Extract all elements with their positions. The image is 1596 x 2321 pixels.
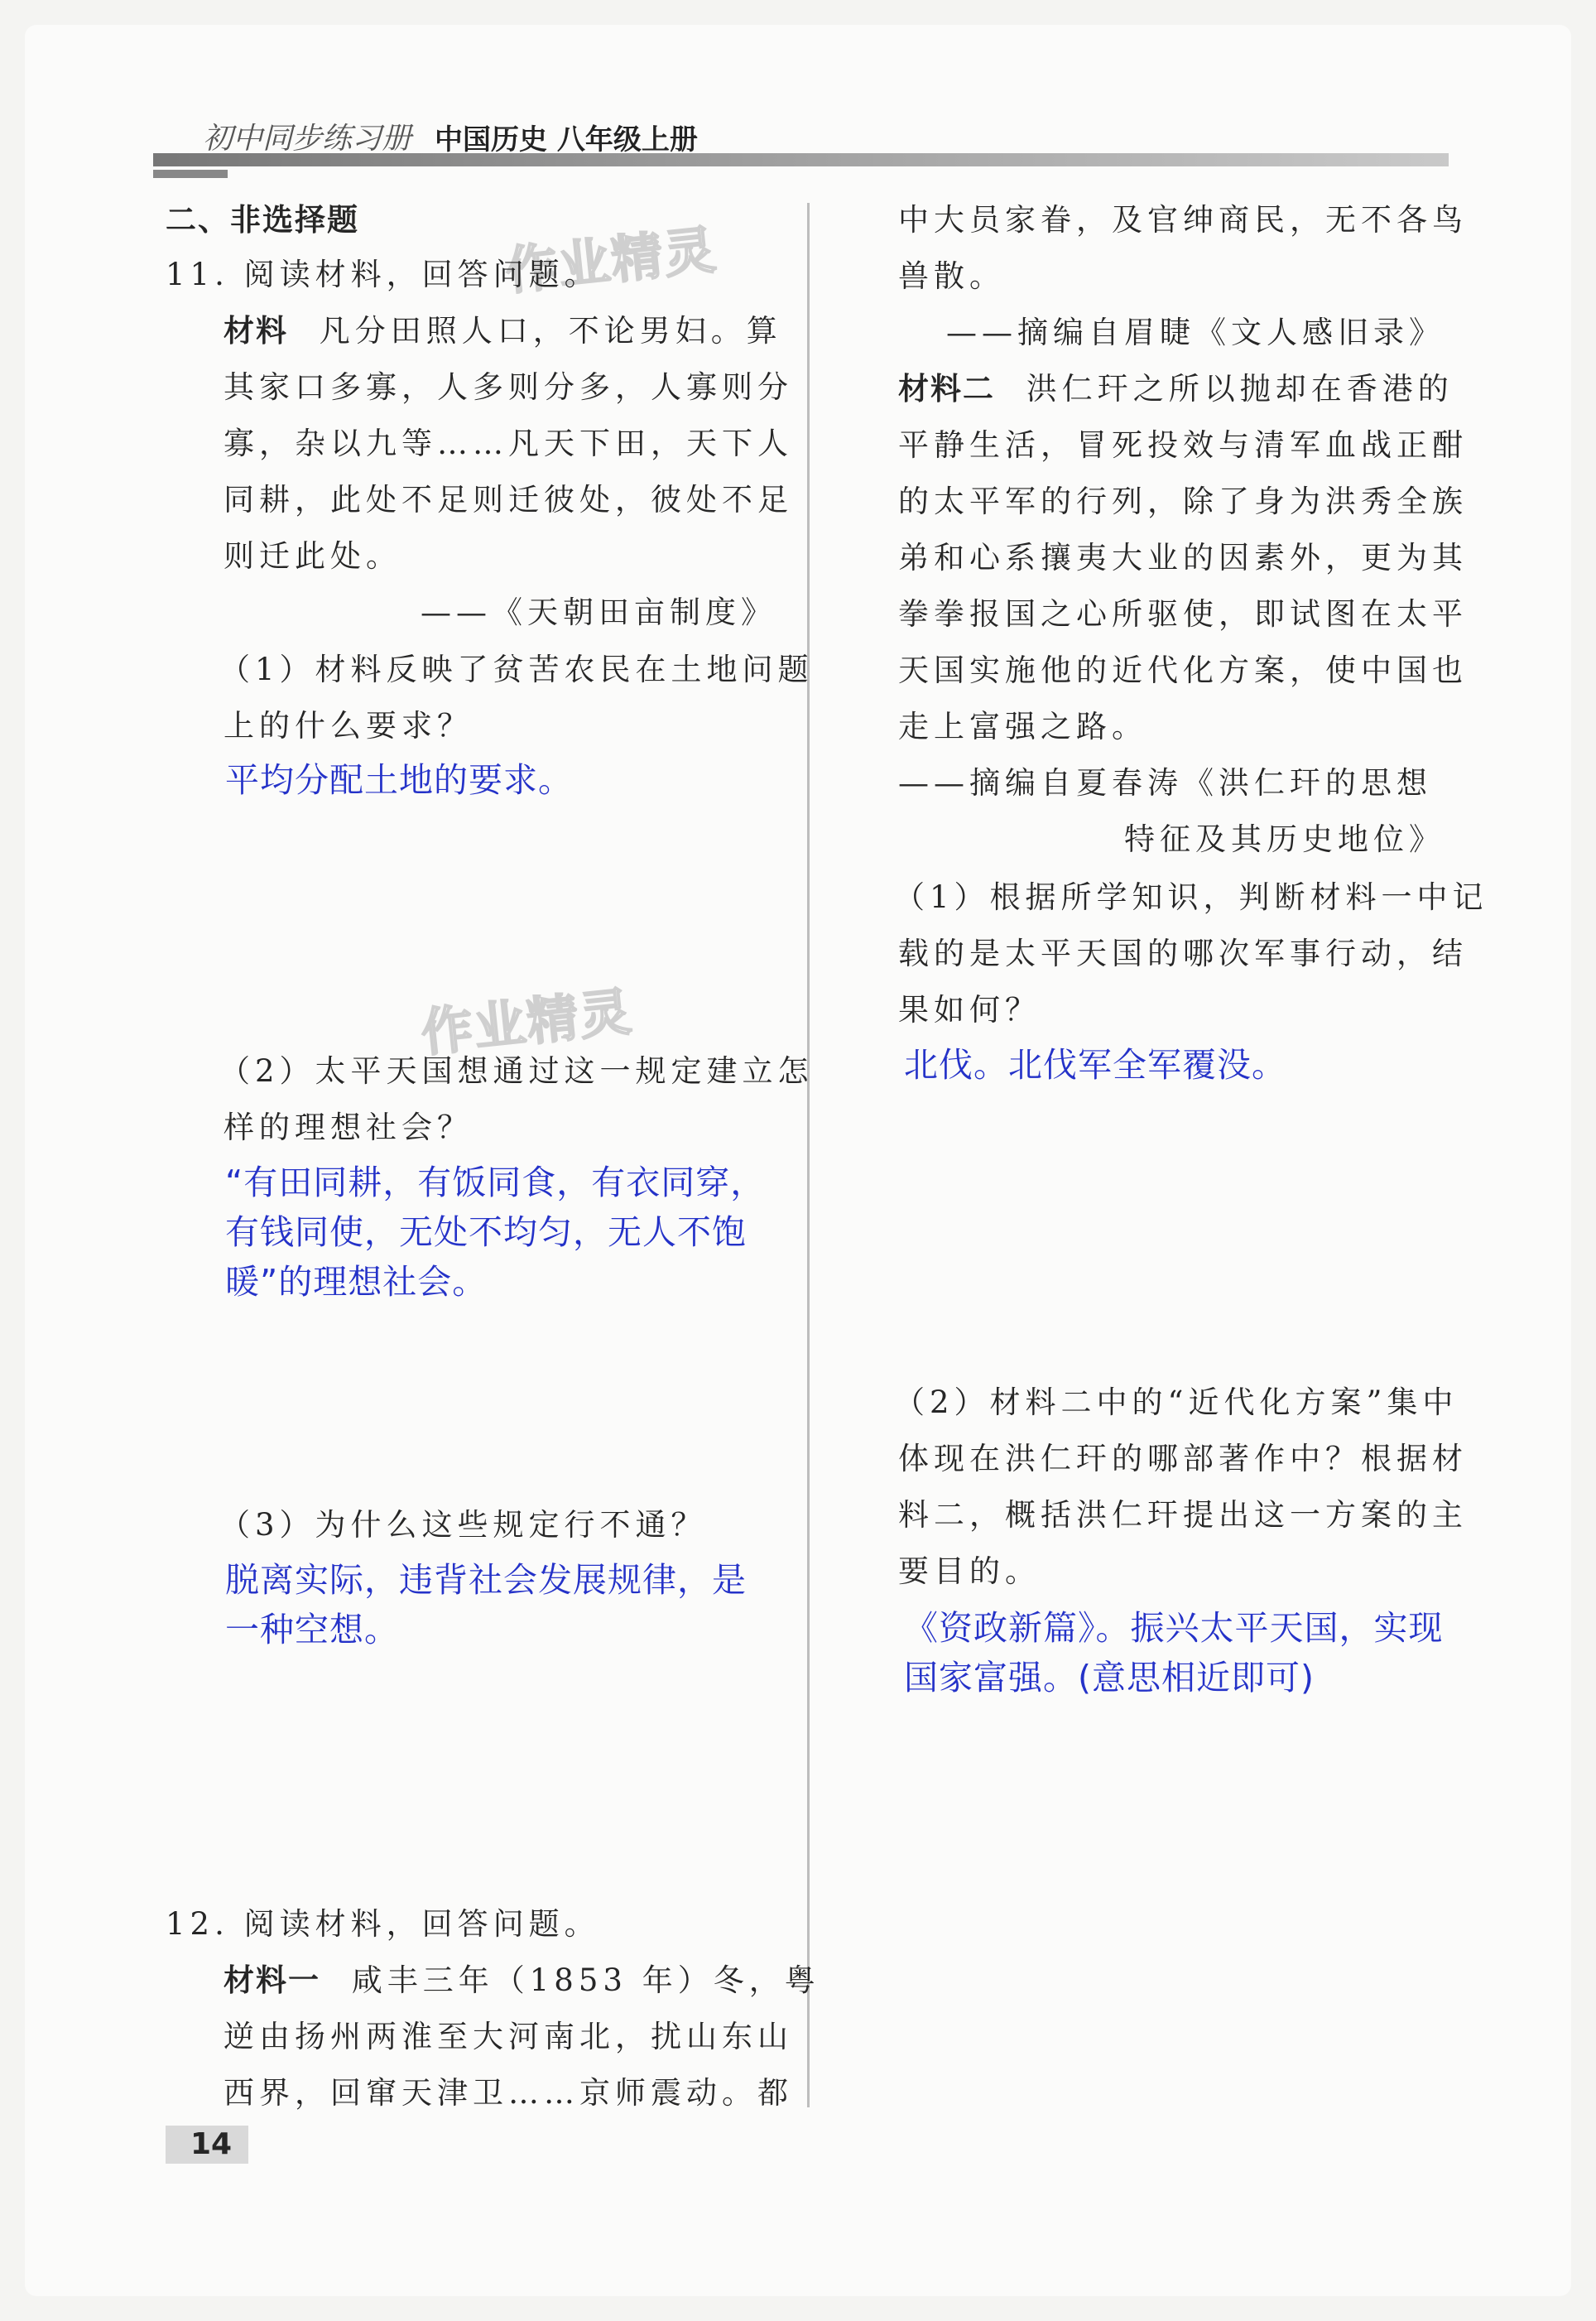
watermark: 作业精灵 — [502, 219, 720, 302]
material-source: ——摘编自眉睫《文人感旧录》 — [946, 315, 1445, 350]
material-line: 兽散。 — [898, 258, 1005, 294]
sub-question: 体现在洪仁玕的哪部著作中？根据材 — [898, 1441, 1468, 1476]
sub-question: 要目的。 — [898, 1553, 1041, 1589]
watermark: 作业精灵 — [418, 980, 636, 1064]
sub-question: 载的是太平天国的哪次军事行动，结 — [898, 936, 1468, 971]
material-line: 则迁此处。 — [224, 538, 401, 574]
page-number: 14 — [166, 2126, 248, 2164]
material-line: 天国实施他的近代化方案，使中国也 — [898, 652, 1468, 688]
answer: 《资政新篇》。振兴太平天国，实现 — [904, 1608, 1444, 1648]
material-line: 平静生活，冒死投效与清军血战正酣 — [898, 427, 1468, 463]
sub-question: （2）材料二中的“近代化方案”集中 — [894, 1384, 1459, 1420]
sub-question: 上的什么要求？ — [224, 708, 473, 744]
answer: 一种空想。 — [225, 1610, 399, 1649]
answer: 脱离实际，违背社会发展规律，是 — [225, 1560, 747, 1600]
material-line: 逆由扬州两淮至大河南北，扰山东山 — [224, 2019, 793, 2054]
sub-question: （1）根据所学知识，判断材料一中记 — [894, 879, 1488, 915]
sub-question: （2）太平天国想通过这一规定建立怎 — [219, 1053, 814, 1089]
answer: 平均分配土地的要求。 — [225, 760, 573, 800]
section-title: 二、非选择题 — [166, 202, 359, 238]
sub-question: （1）材料反映了贫苦农民在土地问题 — [219, 652, 814, 687]
answer: 国家富强。(意思相近即可) — [904, 1658, 1315, 1697]
material-line: 寡，杂以九等……凡天下田，天下人 — [224, 426, 793, 461]
material-label: 材料 — [224, 313, 288, 349]
material-line: 材料 凡分田照人口，不论男妇。算 — [224, 313, 782, 349]
material-source: ——《天朝田亩制度》 — [421, 595, 776, 630]
material-line: 弟和心系攘夷大业的因素外，更为其 — [898, 540, 1468, 575]
book-title: 中国历史 八年级上册 — [435, 123, 698, 156]
sub-question: （3）为什么这些规定行不通？ — [219, 1507, 707, 1543]
sub-question: 果如何？ — [898, 992, 1041, 1028]
material-line: 西界，回窜天津卫……京师震动。都 — [224, 2075, 793, 2111]
question-11-stem: 11. 阅读材料，回答问题。 — [166, 257, 600, 292]
page-header — [203, 116, 698, 157]
answer: 暖”的理想社会。 — [225, 1262, 488, 1302]
material-line: 材料一 咸丰三年（1853 年）冬，粤 — [224, 1962, 820, 1998]
material-label: 材料二 — [898, 371, 995, 407]
material-line: 中大员家眷，及官绅商民，无不各鸟 — [898, 202, 1468, 238]
sub-question: 样的理想社会？ — [224, 1110, 473, 1145]
question-12-stem: 12. 阅读材料，回答问题。 — [166, 1906, 600, 1942]
material-line: 材料二 洪仁玕之所以抛却在香港的 — [898, 371, 1454, 407]
answer: 有钱同使，无处不均匀，无人不饱 — [225, 1212, 747, 1252]
material-line: 其家口多寡，人多则分多，人寡则分 — [224, 369, 793, 405]
material-line: 拳拳报国之心所驱使，即试图在太平 — [898, 596, 1468, 632]
material-line: 同耕，此处不足则迁彼处，彼处不足 — [224, 482, 793, 518]
sub-question: 料二，概括洪仁玕提出这一方案的主 — [898, 1497, 1468, 1533]
header-band-accent — [153, 170, 228, 178]
material-source: 特征及其历史地位》 — [1124, 821, 1445, 857]
series-title: 初中同步练习册 — [203, 122, 412, 156]
material-source: ——摘编自夏春涛《洪仁玕的思想 — [898, 765, 1432, 801]
material-line: 的太平军的行列，除了身为洪秀全族 — [898, 484, 1468, 519]
material-label: 材料一 — [224, 1962, 320, 1998]
answer: 北伐。北伐军全军覆没。 — [904, 1045, 1286, 1085]
material-line: 走上富强之路。 — [898, 709, 1147, 744]
column-divider — [807, 203, 810, 2107]
answer: “有田同耕，有饭同食，有衣同穿， — [225, 1163, 766, 1202]
